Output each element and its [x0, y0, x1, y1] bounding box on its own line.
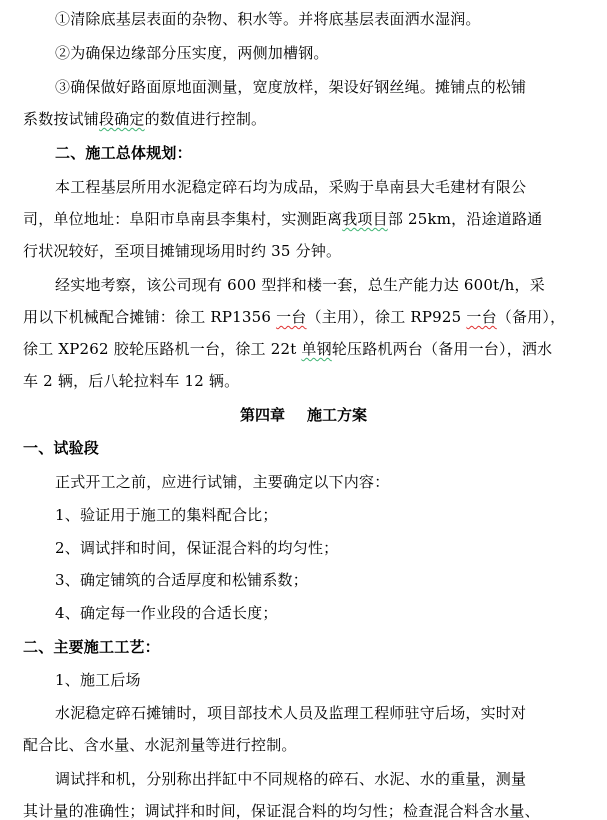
- text-run: （主用），徐工 RP925: [306, 308, 467, 326]
- process-p1-line-2: 配合比、含水量、水泥剂量等进行控制。: [23, 736, 297, 754]
- prep-item-1: ①清除底基层表面的杂物、积水等。并将底基层表面洒水湿润。: [55, 10, 481, 28]
- grammar-flag-text: 我项目: [342, 210, 388, 228]
- chapter-heading: [0, 405, 607, 425]
- grammar-flag-text: 段确定: [99, 110, 145, 128]
- prep-item-2: ②为确保边缘部分压实度，两侧加槽钢。: [55, 44, 329, 62]
- spelling-flag-text: 一台: [276, 308, 307, 326]
- spelling-flag-text: 一台: [466, 308, 497, 326]
- trial-list-item: 3、确定铺筑的合适厚度和松铺系数；: [55, 571, 308, 589]
- planning-p1-line-2: [23, 209, 542, 229]
- process-p1-line-1: 水泥稳定碎石摊铺时，项目部技术人员及监理工程师驻守后场，实时对: [55, 704, 527, 722]
- section-heading-planning: 二、施工总体规划：: [55, 144, 192, 162]
- section-heading-process: 二、主要施工工艺：: [23, 638, 160, 656]
- planning-p2-line-3: [23, 339, 552, 359]
- text-run: 司，单位地址：阜阳市阜南县李集村，实测距离: [23, 210, 343, 228]
- trial-list-item: 2、调试拌和时间，保证混合料的均匀性；: [55, 539, 339, 557]
- text-run: 的数值进行控制。: [144, 110, 267, 128]
- process-p2-line-2: 其计量的准确性；调试拌和时间，保证混合料的均匀性；检查混合料含水量、: [23, 802, 540, 820]
- section-heading-trial: 一、试验段: [23, 439, 100, 457]
- process-subheading: 1、施工后场: [55, 671, 141, 689]
- text-run: （备用），: [496, 308, 566, 326]
- text-run: 徐工 XP262 胶轮压路机一台，徐工 22t: [23, 340, 302, 358]
- planning-p2-line-1: 经实地考察，该公司现有 600 型拌和楼一套，总生产能力达 600t/h，采: [55, 276, 545, 294]
- prep-item-3-line-1: ③确保做好路面原地面测量，宽度放样，架设好钢丝绳。摊铺点的松铺: [55, 78, 527, 96]
- planning-p1-line-1: 本工程基层所用水泥稳定碎石均为成品，采购于阜南县大毛建材有限公: [55, 178, 527, 196]
- planning-p2-line-4: 车 2 辆，后八轮拉料车 12 辆。: [23, 372, 240, 390]
- prep-item-3-line-2: [23, 109, 266, 129]
- text-run: 轮压路机两台（备用一台），洒水: [331, 340, 553, 358]
- text-run: 系数按试铺: [23, 110, 100, 128]
- process-p2-line-1: 调试拌和机，分别称出拌缸中不同规格的碎石、水泥、水的重量，测量: [55, 770, 527, 788]
- text-run: 用以下机械配合摊铺：徐工 RP1356: [23, 308, 277, 326]
- planning-p1-line-3: 行状况较好，至项目摊铺现场用时约 35 分钟。: [23, 242, 342, 260]
- chapter-title: 施工方案: [307, 406, 368, 424]
- trial-list-item: 4、确定每一作业段的合适长度；: [55, 604, 278, 622]
- chapter-number: 第四章: [239, 406, 285, 424]
- grammar-flag-text: 单钢: [301, 340, 332, 358]
- trial-intro: 正式开工之前，应进行试铺，主要确定以下内容：: [55, 473, 390, 491]
- text-run: 部 25km，沿途道路通: [387, 210, 543, 228]
- trial-list-item: 1、验证用于施工的集料配合比；: [55, 506, 278, 524]
- planning-p2-line-2: [23, 307, 565, 327]
